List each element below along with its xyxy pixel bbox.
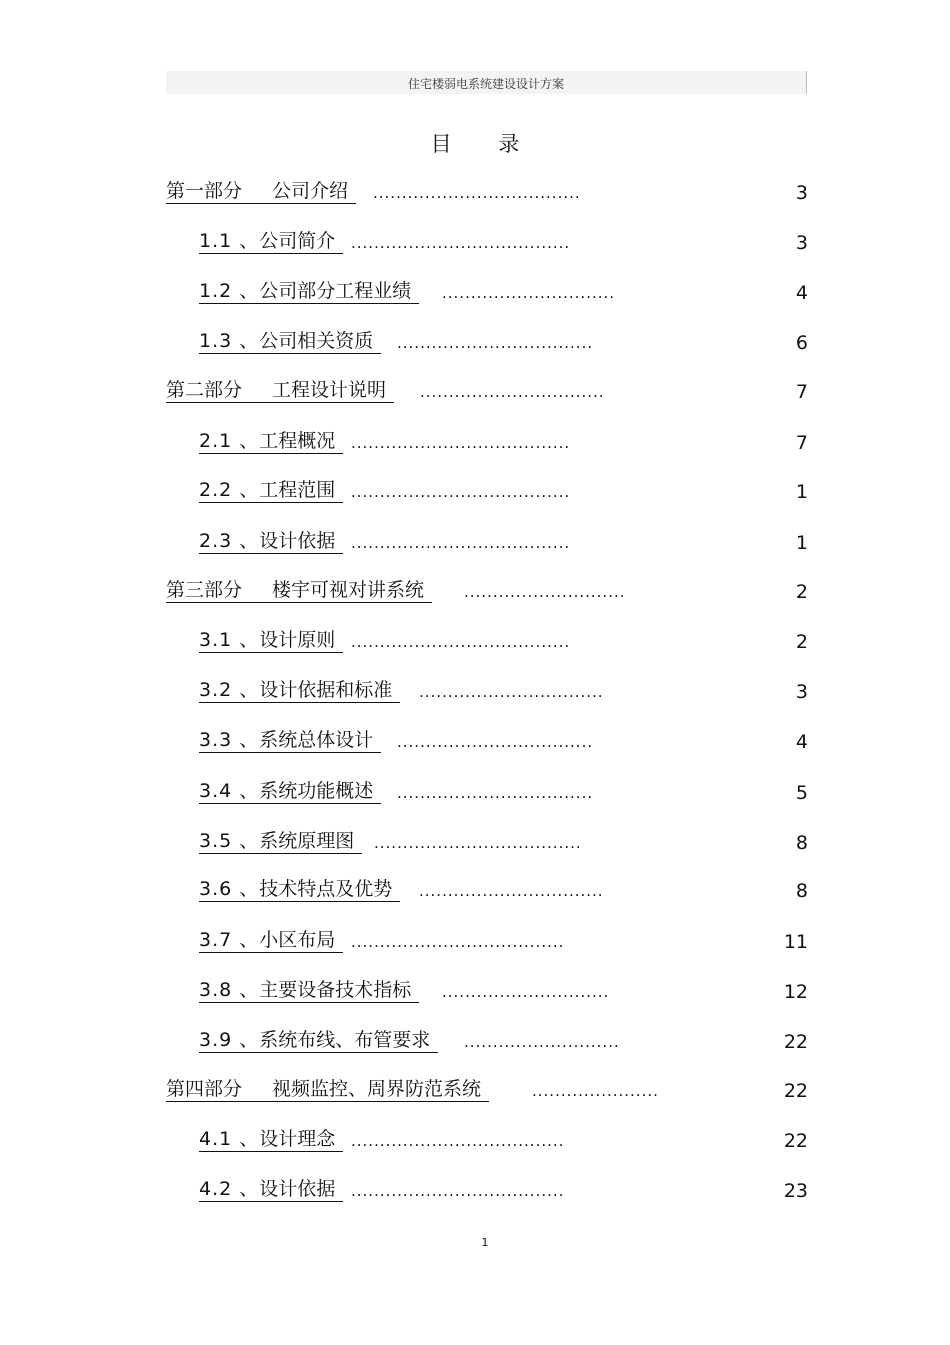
toc-page-number: 4 bbox=[795, 282, 808, 304]
toc-entry[interactable] bbox=[166, 428, 808, 458]
toc-page-number: 2 bbox=[795, 581, 808, 603]
toc-entry-number: 1.3 、 bbox=[199, 330, 260, 352]
toc-dot-leader: .................................. bbox=[397, 334, 594, 352]
toc-page-number: 11 bbox=[783, 931, 808, 953]
toc-page-number: 3 bbox=[795, 232, 808, 254]
toc-entry-number: 4.2 、 bbox=[199, 1178, 260, 1200]
toc-entry-title: 技术特点及优势 bbox=[259, 878, 393, 900]
toc-page-number: 8 bbox=[795, 880, 808, 902]
toc-entry-link[interactable] bbox=[166, 378, 394, 403]
toc-entry-title: 设计依据和标准 bbox=[259, 679, 393, 701]
toc-dot-leader: ...................................... bbox=[351, 534, 571, 552]
running-header bbox=[166, 71, 807, 94]
toc-entry-link[interactable] bbox=[199, 329, 381, 354]
toc-entry[interactable] bbox=[166, 328, 808, 358]
toc-dot-leader: ..................................... bbox=[351, 933, 565, 951]
toc-page-number: 1 bbox=[795, 481, 808, 503]
toc-entry-link[interactable] bbox=[199, 1177, 343, 1202]
toc-entry-title: 小区布局 bbox=[259, 929, 336, 951]
toc-entry-number: 3.5 、 bbox=[199, 830, 260, 852]
toc-page-number: 3 bbox=[795, 182, 808, 204]
toc-dot-leader: ..................................... bbox=[351, 1132, 565, 1150]
toc-entry-number: 4.1 、 bbox=[199, 1128, 260, 1150]
toc-entry[interactable] bbox=[166, 927, 808, 957]
toc-entry-title: 工程概况 bbox=[259, 430, 336, 452]
toc-page-number: 23 bbox=[783, 1180, 808, 1202]
toc-page-number: 12 bbox=[783, 981, 808, 1003]
toc-entry-title: 楼宇可视对讲系统 bbox=[272, 579, 425, 601]
toc-page-number: 5 bbox=[795, 782, 808, 804]
toc-entry-title: 系统总体设计 bbox=[259, 729, 374, 751]
toc-dot-leader: ...................................... bbox=[351, 434, 571, 452]
toc-dot-leader: ............................. bbox=[442, 983, 610, 1001]
toc-entry[interactable] bbox=[166, 727, 808, 757]
toc-title: 目 录 bbox=[430, 132, 540, 156]
toc-entry-link[interactable] bbox=[199, 779, 381, 804]
toc-entry[interactable] bbox=[166, 828, 808, 858]
toc-entry-link[interactable] bbox=[199, 978, 419, 1003]
toc-entry-link[interactable] bbox=[199, 628, 343, 653]
toc-entry-title: 设计理念 bbox=[259, 1128, 336, 1150]
toc-page-number: 22 bbox=[783, 1031, 808, 1053]
toc-entry-number: 第一部分 bbox=[166, 180, 243, 202]
toc-page-number: 8 bbox=[795, 832, 808, 854]
toc-entry-title: 公司相关资质 bbox=[259, 330, 374, 352]
toc-entry-link[interactable] bbox=[199, 229, 343, 254]
toc-entry[interactable] bbox=[166, 528, 808, 558]
toc-page-number: 1 bbox=[795, 532, 808, 554]
toc-entry[interactable] bbox=[166, 1027, 808, 1057]
toc-entry-number: 1.2 、 bbox=[199, 280, 260, 302]
toc-dot-leader: ...................................... bbox=[351, 483, 571, 501]
toc-entry[interactable] bbox=[166, 228, 808, 258]
toc-entry-number: 3.9 、 bbox=[199, 1029, 260, 1051]
toc-dot-leader: .................................. bbox=[397, 733, 594, 751]
toc-dot-leader: .................................... bbox=[374, 834, 582, 852]
toc-entry-title: 公司介绍 bbox=[272, 180, 349, 202]
toc-entry-number: 3.3 、 bbox=[199, 729, 260, 751]
toc-entry-title: 设计依据 bbox=[259, 1178, 336, 1200]
toc-dot-leader: ............................ bbox=[464, 583, 626, 601]
toc-entry[interactable] bbox=[166, 876, 808, 906]
toc-entry[interactable] bbox=[166, 977, 808, 1007]
toc-page-number: 6 bbox=[795, 332, 808, 354]
toc-dot-leader: ...................................... bbox=[351, 633, 571, 651]
toc-entry-number: 第三部分 bbox=[166, 579, 243, 601]
toc-entry-title: 工程设计说明 bbox=[272, 379, 387, 401]
toc-entry-link[interactable] bbox=[166, 179, 356, 204]
toc-entry[interactable] bbox=[166, 577, 808, 607]
toc-entry-link[interactable] bbox=[199, 829, 362, 854]
toc-entry[interactable] bbox=[166, 178, 808, 208]
toc-entry-link[interactable] bbox=[199, 678, 400, 703]
toc-dot-leader: ...................................... bbox=[351, 234, 571, 252]
toc-entry-number: 3.7 、 bbox=[199, 929, 260, 951]
toc-entry-link[interactable] bbox=[199, 877, 400, 902]
toc-entry[interactable] bbox=[166, 778, 808, 808]
toc-entry[interactable] bbox=[166, 377, 808, 407]
toc-entry[interactable] bbox=[166, 278, 808, 308]
toc-page-number: 2 bbox=[795, 631, 808, 653]
toc-dot-leader: .............................. bbox=[442, 284, 616, 302]
toc-entry-number: 3.2 、 bbox=[199, 679, 260, 701]
toc-entry-number: 3.4 、 bbox=[199, 780, 260, 802]
page-number: 1 bbox=[481, 1236, 489, 1249]
toc-entry-title: 设计依据 bbox=[259, 530, 336, 552]
toc-entry-link[interactable] bbox=[199, 429, 343, 454]
toc-entry-title: 系统布线、布管要求 bbox=[259, 1029, 431, 1051]
toc-dot-leader: ................................ bbox=[419, 683, 604, 701]
toc-entry[interactable] bbox=[166, 627, 808, 657]
toc-dot-leader: ................................ bbox=[420, 383, 605, 401]
toc-entry-number: 2.3 、 bbox=[199, 530, 260, 552]
toc-entry-title: 公司简介 bbox=[259, 230, 336, 252]
toc-entry[interactable] bbox=[166, 1176, 808, 1206]
toc-entry-link[interactable] bbox=[199, 279, 419, 304]
toc-entry-title: 工程范围 bbox=[259, 479, 336, 501]
toc-entry-link[interactable] bbox=[199, 478, 343, 503]
toc-entry-title: 设计原则 bbox=[259, 629, 336, 651]
toc-page-number: 3 bbox=[795, 681, 808, 703]
toc-entry[interactable] bbox=[166, 1126, 808, 1156]
toc-entry[interactable] bbox=[166, 477, 808, 507]
toc-entry-number: 3.1 、 bbox=[199, 629, 260, 651]
toc-entry-title: 系统功能概述 bbox=[259, 780, 374, 802]
toc-dot-leader: .................................... bbox=[373, 184, 581, 202]
toc-dot-leader: .................................. bbox=[397, 784, 594, 802]
toc-entry-number: 第二部分 bbox=[166, 379, 243, 401]
toc-page-number: 22 bbox=[783, 1130, 808, 1152]
toc-entry-number: 第四部分 bbox=[166, 1078, 243, 1100]
toc-entry-number: 1.1 、 bbox=[199, 230, 260, 252]
toc-entry-link[interactable] bbox=[199, 1028, 438, 1053]
toc-entry-link[interactable] bbox=[166, 1077, 489, 1102]
toc-entry-link[interactable] bbox=[199, 928, 343, 953]
toc-entry-link[interactable] bbox=[199, 529, 343, 554]
toc-entry[interactable] bbox=[166, 1076, 808, 1106]
toc-page-number: 7 bbox=[795, 432, 808, 454]
toc-entry-link[interactable] bbox=[166, 578, 432, 603]
toc-entry-number: 3.6 、 bbox=[199, 878, 260, 900]
toc-page-number: 22 bbox=[783, 1080, 808, 1102]
toc-page-number: 4 bbox=[795, 731, 808, 753]
toc-page-number: 7 bbox=[795, 381, 808, 403]
toc-entry-title: 视频监控、周界防范系统 bbox=[272, 1078, 482, 1100]
toc-entry-number: 2.2 、 bbox=[199, 479, 260, 501]
toc-entry-link[interactable] bbox=[199, 1127, 343, 1152]
running-header-title: 住宅楼弱电系统建设设计方案 bbox=[407, 77, 564, 91]
toc-dot-leader: ........................... bbox=[464, 1033, 620, 1051]
toc-entry-title: 主要设备技术指标 bbox=[259, 979, 412, 1001]
toc-dot-leader: ...................... bbox=[532, 1082, 659, 1100]
toc-dot-leader: ................................ bbox=[419, 882, 604, 900]
toc-entry-number: 2.1 、 bbox=[199, 430, 260, 452]
toc-entry-title: 公司部分工程业绩 bbox=[259, 280, 412, 302]
toc-entry-link[interactable] bbox=[199, 728, 381, 753]
toc-entry-title: 系统原理图 bbox=[259, 830, 355, 852]
toc-dot-leader: ..................................... bbox=[351, 1182, 565, 1200]
toc-entry-number: 3.8 、 bbox=[199, 979, 260, 1001]
toc-entry[interactable] bbox=[166, 677, 808, 707]
